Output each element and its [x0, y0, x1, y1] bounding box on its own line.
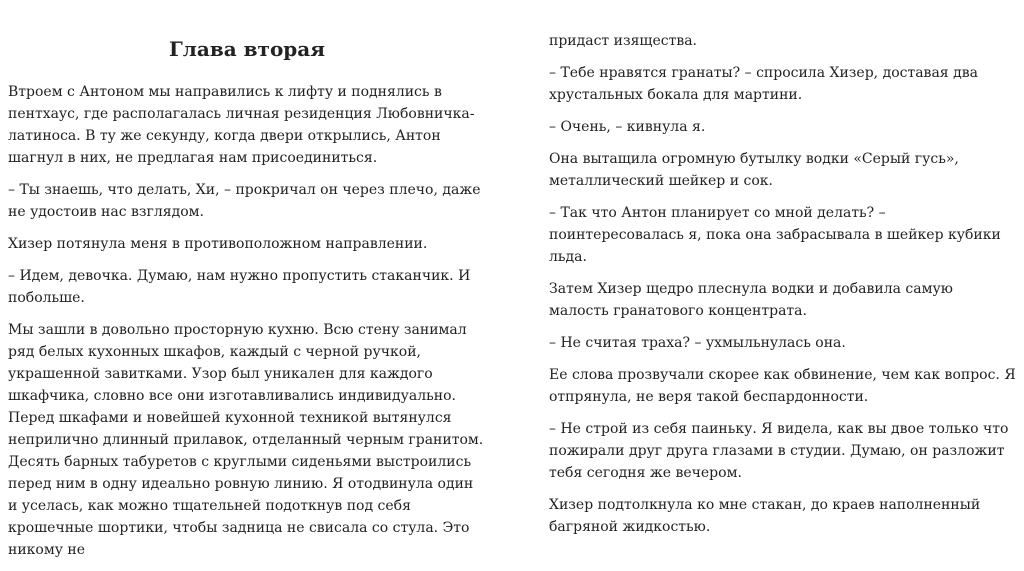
paragraph: Ее слова прозвучали скорее как обвинение, чем как вопрос. Я отпрянула, не веря такой беспардонности. — [549, 367, 1016, 405]
paragraph: придаст изящества. — [549, 33, 697, 49]
right-column — [549, 0, 1017, 548]
paragraph: – Не считая траха? – ухмыльнулась она. — [549, 335, 846, 351]
paragraph: – Тебе нравятся гранаты? – спросила Хизер, доставая два хрустальных бокала для мартини. — [549, 65, 978, 103]
paragraph: – Идем, девочка. Думаю, нам нужно пропустить стаканчик. И побольше. — [8, 268, 471, 306]
paragraph: Втроем с Антоном мы направились к лифту и поднялись в пентхаус, где располагалась личная резиденция Любовничка-латиноса. В ту же секунду, когда двери открылись, Антон шагнул в них, не предлагая нам присоединиться. — [8, 84, 475, 166]
paragraph: Затем Хизер щедро плеснула водки и добавила самую малость гранатового концентрата. — [549, 281, 953, 319]
paragraph: – Очень, – кивнула я. — [549, 119, 706, 135]
paragraph: Хизер потянула меня в противоположном направлении. — [8, 236, 428, 252]
left-column — [8, 0, 486, 571]
paragraph: – Так что Антон планирует со мной делать? – поинтересовалась я, пока она забрасывала в шейкер кубики льда. — [549, 205, 1001, 265]
paragraph: Хизер подтолкнула ко мне стакан, до краев наполненный багряной жидкостью. — [549, 497, 981, 535]
paragraph: Мы зашли в довольно просторную кухню. Всю стену занимал ряд белых кухонных шкафов, каждый с черной ручкой, украшенной завитками. Узор был уникален для каждого шкафчика, словно все они изготавливались индивидуально. Перед шкафами и новейшей кухонной техникой вытянулся неприлично длинный прилавок, отделанный черным гранитом. Десять барных табуретов с круглыми сиденьями выстроились перед ним в одну идеально ровную линию. Я отодвинула один и уселась, как можно тщательней подоткнув под себя крошечные шортики, чтобы задница не свисала со стула. Это никому не — [8, 322, 484, 558]
chapter-title: Глава вторая — [168, 37, 326, 61]
paragraph: – Ты знаешь, что делать, Хи, – прокричал он через плечо, даже не удостоив нас взглядом. — [8, 182, 481, 220]
paragraph: Она вытащила огромную бутылку водки «Серый гусь», металлический шейкер и сок. — [549, 151, 959, 189]
paragraph: – Не строй из себя паиньку. Я видела, как вы двое только что пожирали друг друга глазами в студии. Думаю, он разложит тебя сегодня же вечером. — [549, 421, 1009, 481]
